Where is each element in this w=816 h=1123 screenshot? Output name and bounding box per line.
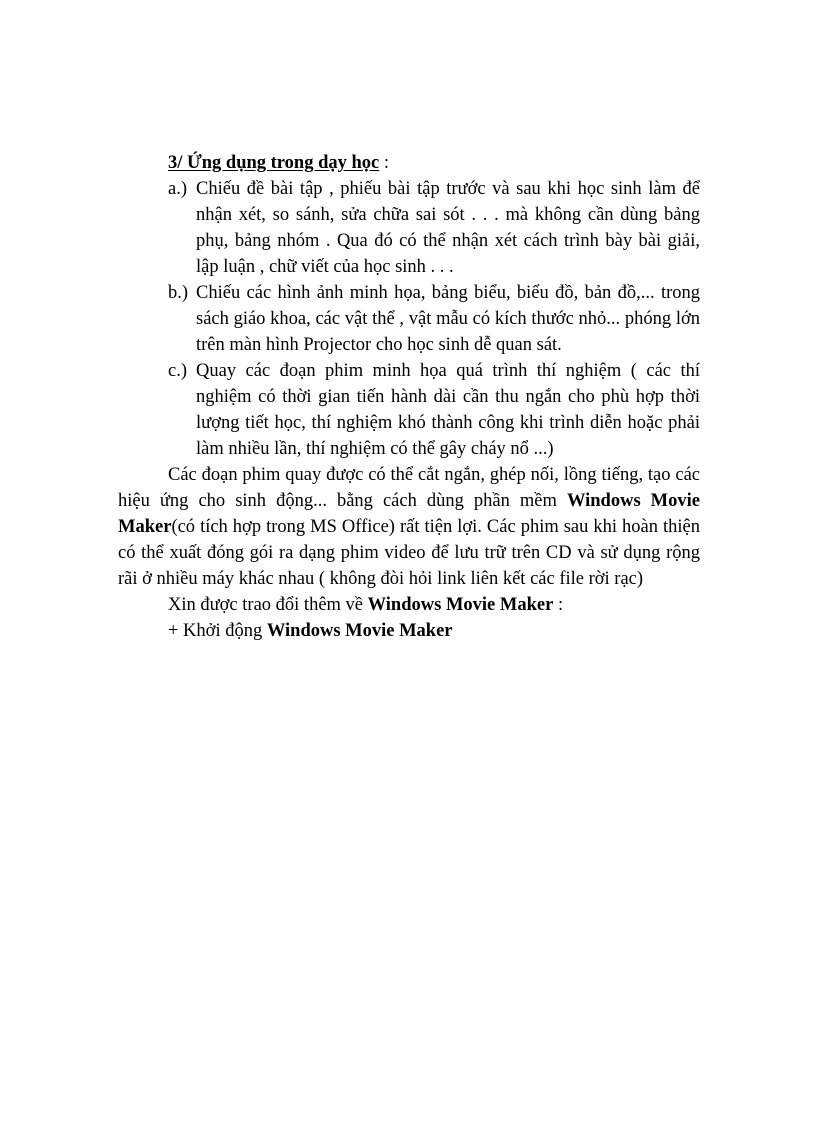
list-item-c <box>118 358 700 462</box>
startup-prefix: + Khởi động <box>168 621 267 641</box>
section-heading-suffix: : <box>379 153 390 173</box>
body-paragraph <box>118 462 700 592</box>
document-body <box>118 150 700 644</box>
list-item-text: Chiếu các hình ảnh minh họa, bảng biểu, biểu đồ, bản đồ,... trong sách giáo khoa, các vật thể , vật mẫu có kích thước nhỏ... phóng lớn trên màn hình Projector cho học sinh dễ quan sát. <box>196 283 700 355</box>
paragraph-software-name: Windows Movie Maker <box>118 491 700 537</box>
startup-line <box>118 618 700 644</box>
exchange-software-name: Windows Movie Maker <box>367 595 554 615</box>
list-item-marker: a.) <box>168 179 187 199</box>
list-item-b <box>118 280 700 358</box>
list-item-text: Chiếu đề bài tập , phiếu bài tập trước và sau khi học sinh làm để nhận xét, so sánh, sửa chữa sai sót . . . mà không cần dùng bảng phụ, bảng nhóm . Qua đó có thể nhận xét cách trình bày bài giải, lập luận , chữ viết của học sinh . . . <box>196 179 700 277</box>
list-item-text: Quay các đoạn phim minh họa quá trình thí nghiệm ( các thí nghiệm có thời gian tiến hành dài cần thu ngắn cho phù hợp thời lượng tiết học, thí nghiệm khó thành công khi trình diễn hoặc phải làm nhiều lần, thí nghiệm có thể gây cháy nổ ...) <box>196 361 700 459</box>
exchange-prefix: Xin được trao đổi thêm về <box>168 595 368 615</box>
list-item-marker: c.) <box>168 361 187 381</box>
paragraph-text-1: Các đoạn phim quay được có thể cắt ngắn, ghép nối, lồng tiếng, tạo các hiệu ứng cho sinh động... bằng cách dùng phần mềm <box>118 465 700 511</box>
list-item-a <box>118 176 700 280</box>
section-heading-title: 3/ Ứng dụng trong dạy học <box>168 153 380 173</box>
exchange-line <box>118 592 700 618</box>
list-item-marker: b.) <box>168 283 189 303</box>
section-heading <box>118 150 700 176</box>
exchange-suffix: : <box>553 595 564 615</box>
paragraph-text-2: (có tích hợp trong MS Office) rất tiện lợi. Các phim sau khi hoàn thiện có thể xuất đóng gói ra dạng phim video để lưu trữ trên CD và sử dụng rộng rãi ở nhiều máy khác nhau ( không đòi hỏi link liên kết các file rời rạc) <box>118 517 700 589</box>
startup-software-name: Windows Movie Maker <box>266 621 453 641</box>
